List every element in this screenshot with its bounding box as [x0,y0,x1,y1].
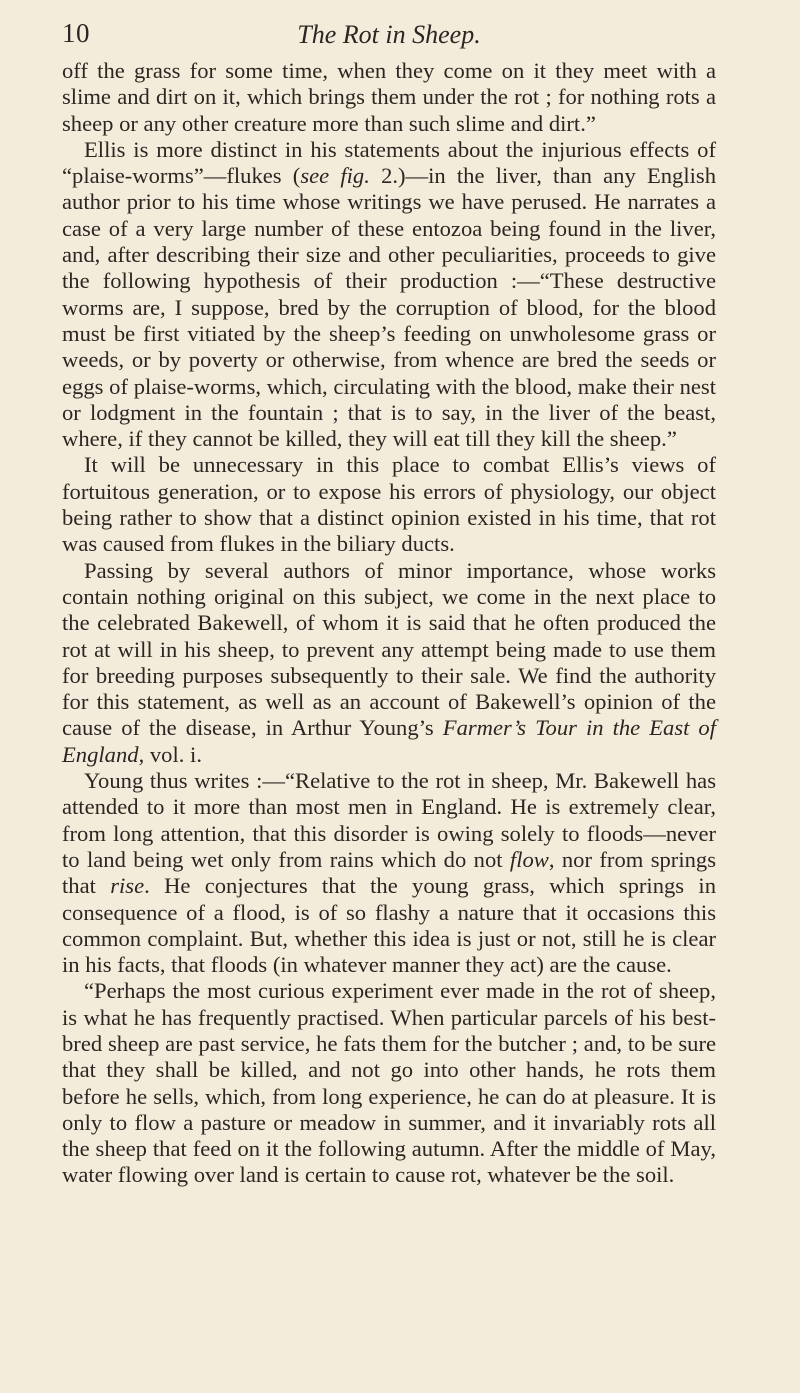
emphasis-flow: flow [509,846,549,872]
text-segment: , nor from springs that [62,846,716,899]
text-segment: off the grass for some time, when they come on it they meet with a slime and dirt on it, which brings them under the rot ; for nothing rots a sheep or any other creature more than such slime and dirt.” [62,58,716,136]
text-segment: . He conjectures that the young grass, which springs in consequence of a flood, is of so flashy a nature that it occasions this common complaint. But, whether this idea is just or not, still he is clear in his facts, that floods (in whatever manner they act) are the cause. [62,873,716,978]
running-head [62,0,716,58]
book-title: Farmer’s Tour in the East of England [62,715,716,767]
text-segment: “Perhaps the most curious experiment ever made in the rot of sheep, is what he has frequently practised. When particular parcels of his best-bred sheep are past service, he fats them for the butcher ; and, to be sure that they shall be killed, and not go into other hands, he rots them before he sells, which, from long experience, he can do at pleasure. It is only to flow a pasture or meadow in summer, and it invariably rots all the sheep that feed on it the following autumn. After the middle of May, water flowing over land is certain to cause rot, whatever be the soil. [62,978,716,1188]
text-segment: Young thus writes :—“Relative to the rot in sheep, Mr. Bakewell has attended to it more than most men in England. He is extremely clear, from long attention, that this disorder is owing solely to floods—never to land being wet only from rains which do not [62,768,716,872]
paragraph-bakewell [62,558,716,768]
running-title: The Rot in Sheep. [297,20,481,49]
emphasis-rise: rise [110,873,145,899]
paragraph-ellis [62,137,716,453]
text-segment: Ellis is more distinct in his statements about the injurious effects of “plaise-worms”—flukes ( [62,136,716,189]
text-segment: It will be unnecessary in this place to combat Ellis’s views of fortuitous generation, or to expose his errors of physiology, our object being rather to show that a distinct opinion existed in his time, that rot was caused from flukes in the biliary ducts. [62,452,716,557]
text-segment: , vol. i. [138,741,202,767]
figure-reference: see fig. [300,163,370,189]
page-number: 10 [62,18,90,48]
body-text [62,58,716,1189]
paragraph-continuation [62,58,716,137]
text-segment: 2.)—in the liver, than any English author prior to his time whose writings we have perused. He narrates a case of a very large number of these entozoa being found in the liver, and, after describing their size and other peculiarities, proceeds to give the following hypothesis of their production :—“These destructive worms are, I suppose, bred by the corruption of blood, for the blood must be first vitiated by the sheep’s feeding on unwholesome grass or weeds, or by poverty or otherwise, from whence are bred the seeds or eggs of plaise-worms, which, circulating with the blood, make their nest or lodgment in the fountain ; that is to say, in the liver of the beast, where, if they cannot be killed, they will eat till they kill the sheep.” [62,163,716,452]
paragraph-young-quote [62,768,716,978]
paragraph-experiment [62,978,716,1188]
text-segment: Passing by several authors of minor importance, whose works contain nothing original on this subject, we come in the next place to the celebrated Bakewell, of whom it is said that he often produced the rot at will in his sheep, to prevent any attempt being made to use them for breeding purposes subsequently to their sale. We find the authority for this statement, as well as an account of Bakewell’s opinion of the cause of the disease, in Arthur Young’s [62,557,716,741]
paragraph-fortuitous-generation [62,452,716,557]
